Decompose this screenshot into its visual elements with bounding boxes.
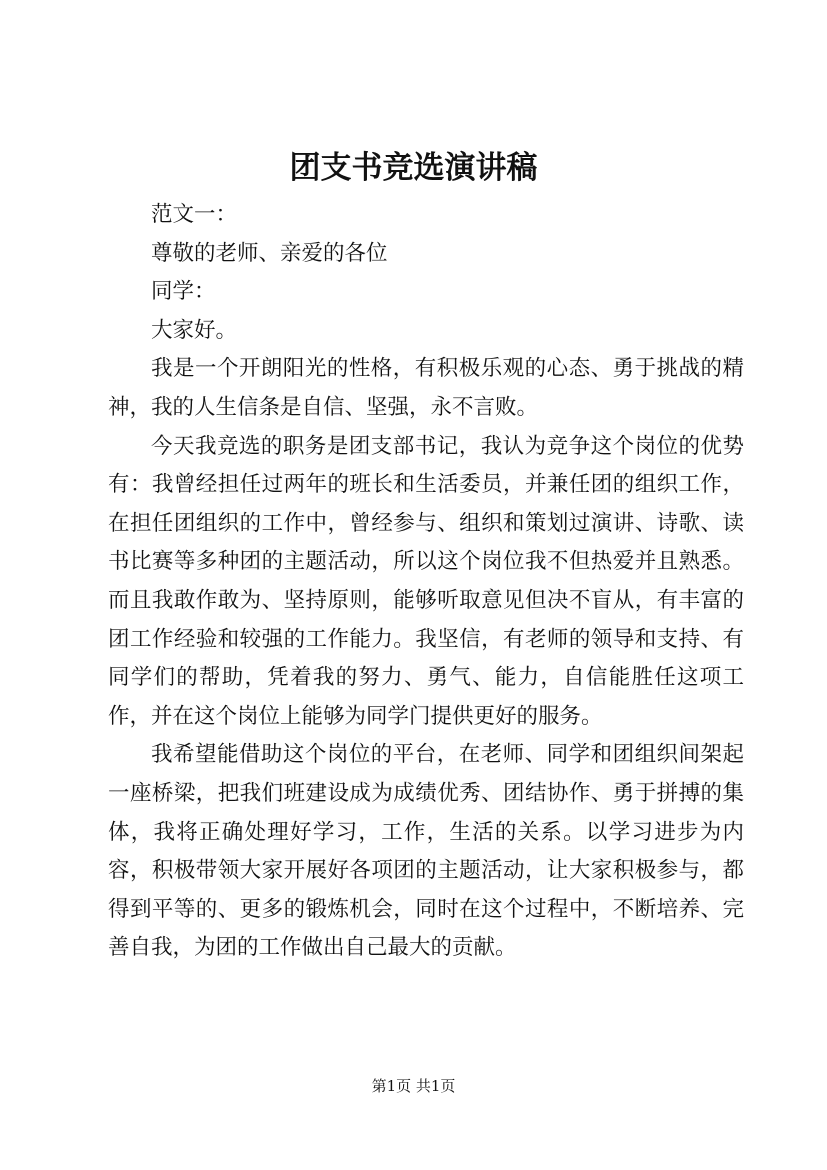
- paragraph-qualifications: 今天我竞选的职务是团支部书记，我认为竞争这个岗位的优势有：我曾经担任过两年的班长和生活委员，并兼任团的组织工作，在担任团组织的工作中，曾经参与、组织和策划过演讲、诗歌、读书比赛等多种团的主题活动，所以这个岗位我不但热爱并且熟悉。而且我敢作敢为、坚持原则，能够听取意见但决不盲从，有丰富的团工作经验和较强的工作能力。我坚信，有老师的领导和支持、有同学们的帮助，凭着我的努力、勇气、能力，自信能胜任这项工作，并在这个岗位上能够为同学门提供更好的服务。: [108, 433, 744, 729]
- document-body: [108, 196, 744, 968]
- page-footer: 第1页 共1页: [371, 1077, 456, 1095]
- paragraph-greeting: 大家好。: [151, 317, 238, 343]
- paragraph-introduction: 我是一个开朗阳光的性格，有积极乐观的心态、勇于挑战的精神，我的人生信条是自信、坚强，永不言败。: [108, 356, 744, 420]
- paragraph-goals: 我希望能借助这个岗位的平台，在老师、同学和团组织间架起一座桥梁，把我们班建设成为成绩优秀、团结协作、勇于拼搏的集体，我将正确处理好学习，工作，生活的关系。以学习进步为内容，积极带领大家开展好各项团的主题活动，让大家积极参与，都得到平等的、更多的锻炼机会，同时在这个过程中，不断培养、完善自我，为团的工作做出自己最大的贡献。: [108, 742, 744, 961]
- paragraph-salutation-continued: 同学：: [151, 279, 216, 305]
- paragraph-salutation: 尊敬的老师、亲爱的各位: [151, 240, 388, 266]
- document-title: 团支书竞选演讲稿: [289, 150, 538, 186]
- paragraph-label: 范文一：: [151, 202, 238, 227]
